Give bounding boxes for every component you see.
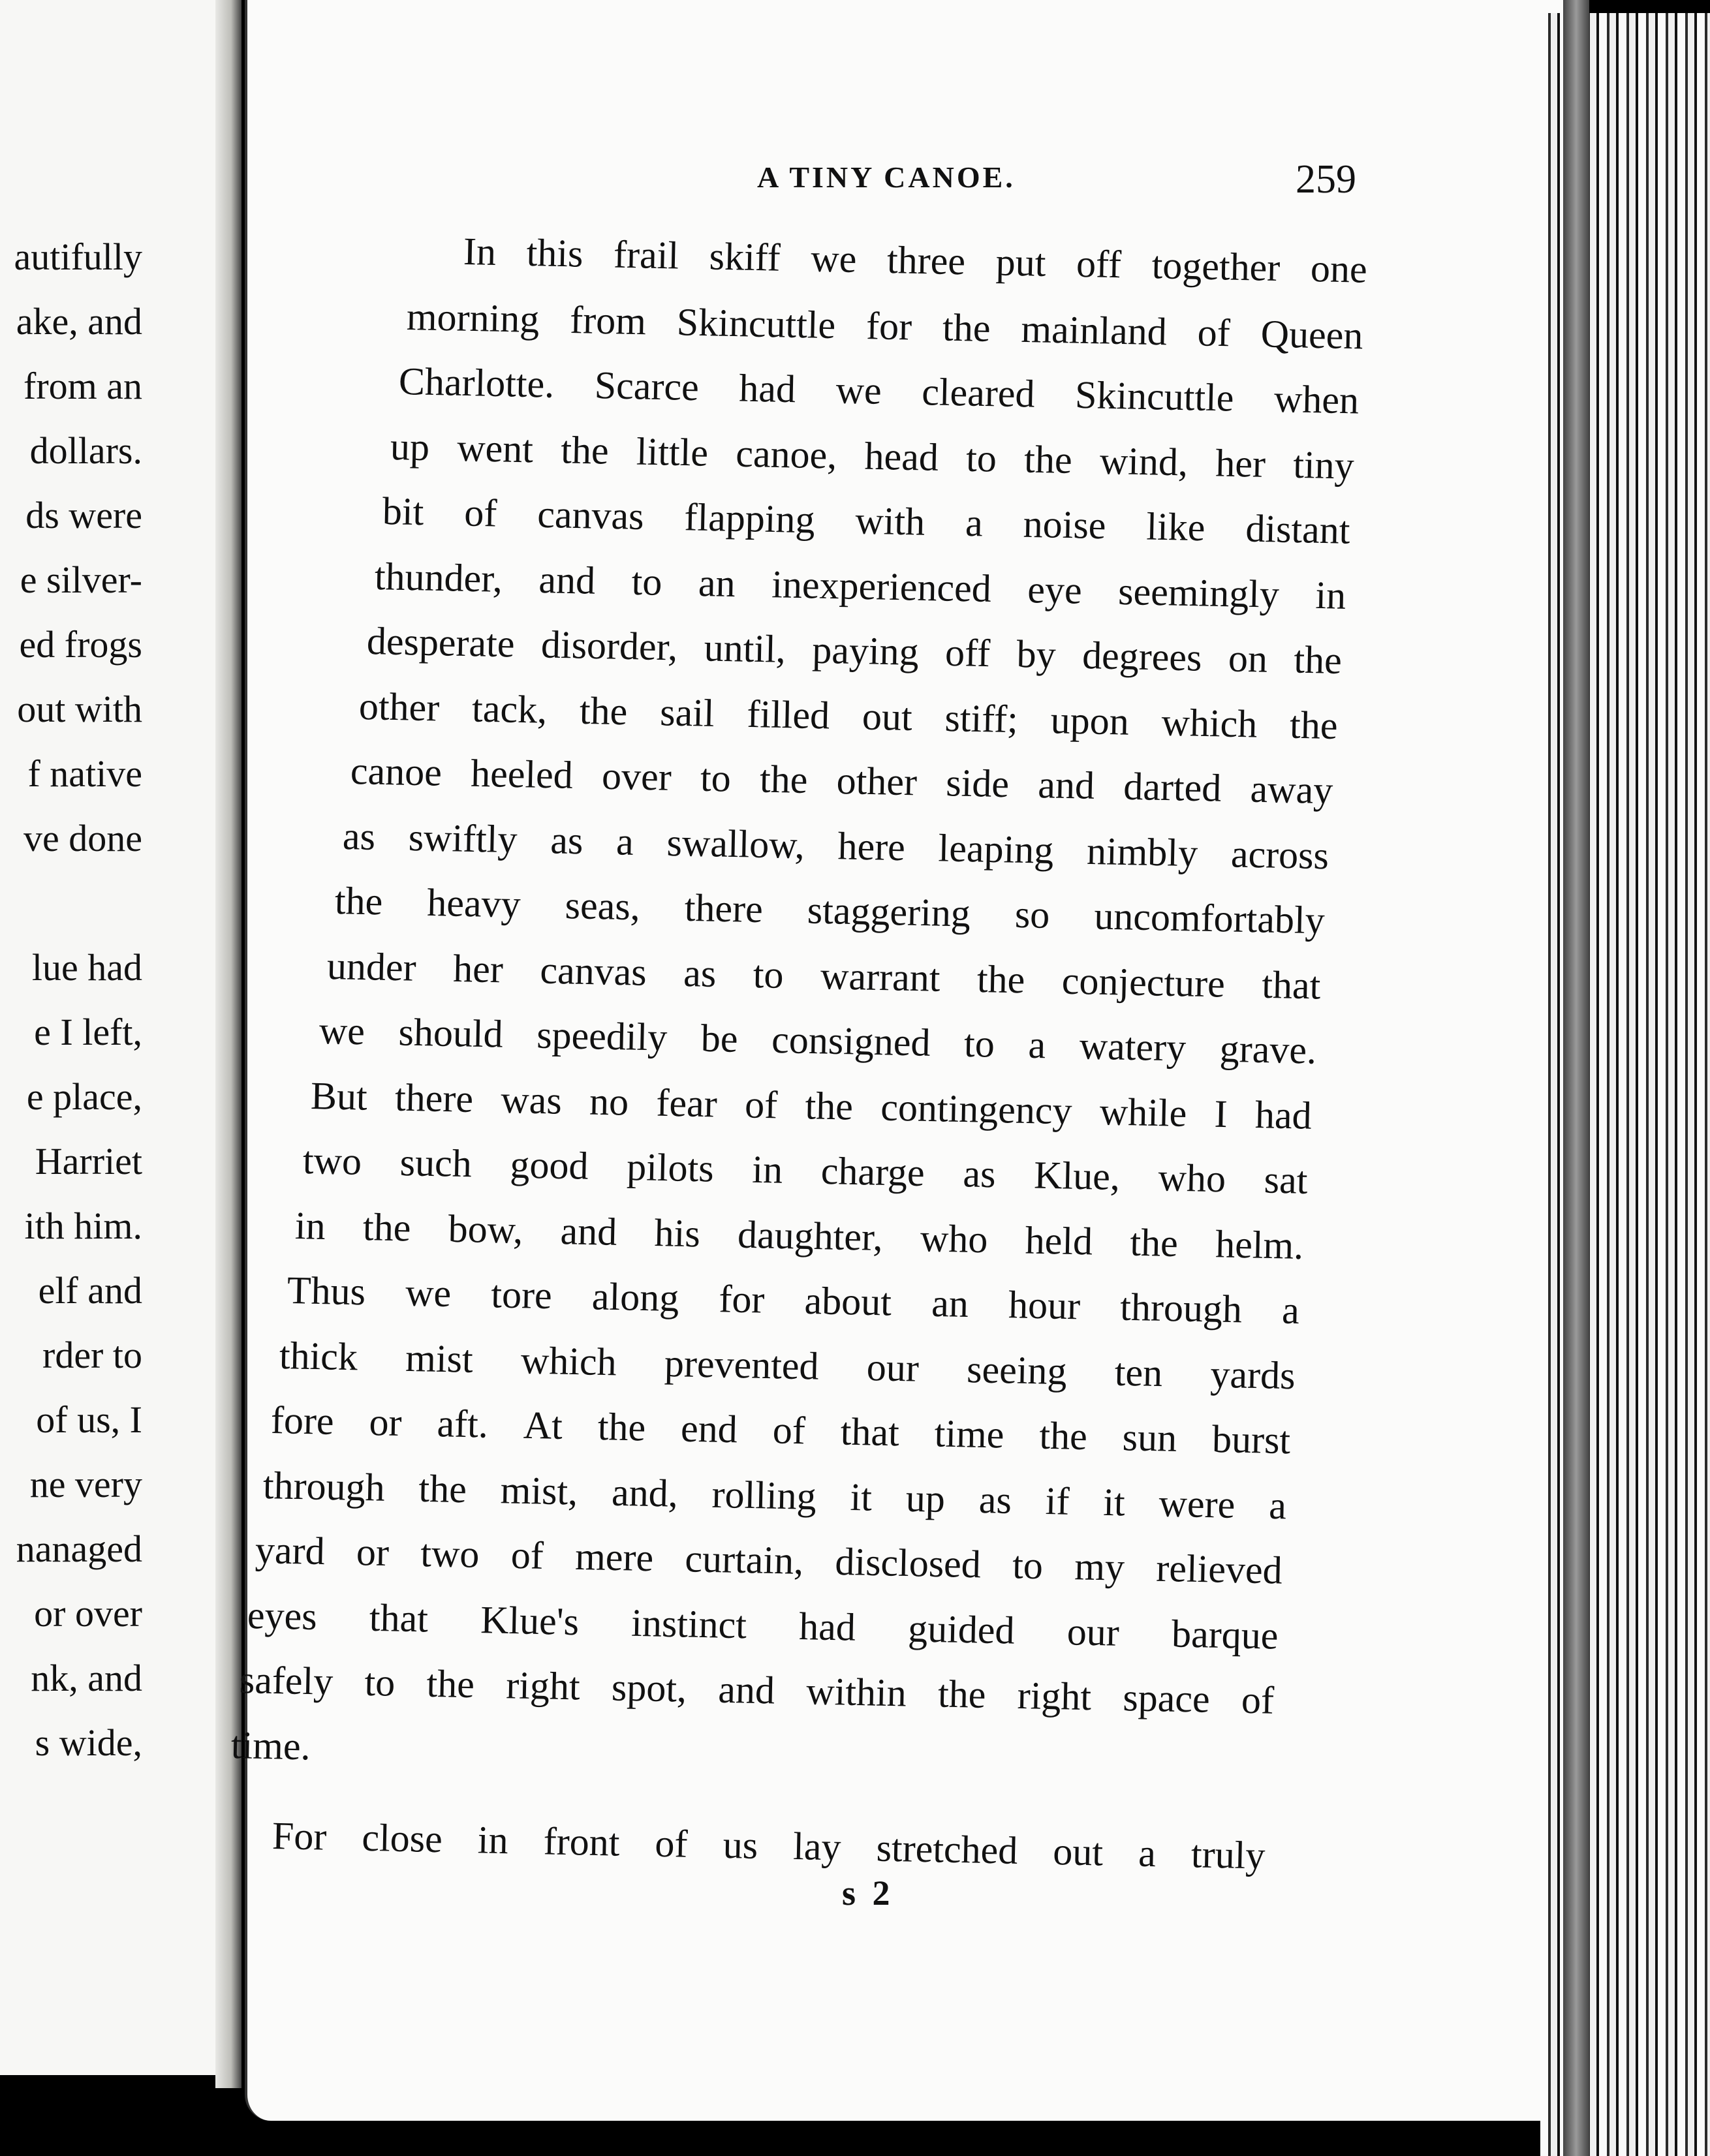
body-text-line: up went the little canoe, head to the wind, her tiny xyxy=(390,424,1355,487)
left-page-line: e I left, xyxy=(34,1011,142,1053)
body-text-line: through the mist, and, rolling it up as if it were a xyxy=(262,1463,1287,1527)
body-text-line: In this frail skiff we three put off together one xyxy=(463,230,1368,291)
body-text-line: canoe heeled over to the other side and darted away xyxy=(350,749,1334,812)
left-page-line: lue had xyxy=(31,946,142,989)
left-page-line: elf and xyxy=(38,1269,142,1312)
left-page-line: of us, I xyxy=(36,1398,142,1441)
left-page-line: ne very xyxy=(29,1463,142,1505)
body-text-line: thick mist which prevented our seeing ten yards xyxy=(278,1333,1296,1397)
body-text-line: bit of canvas flapping with a noise like distant xyxy=(382,489,1351,552)
page-edge-shadow xyxy=(1563,0,1589,2156)
left-page-line: ith him. xyxy=(24,1205,142,1247)
signature-mark: s 2 xyxy=(842,1873,894,1913)
running-head: A TINY CANOE. xyxy=(757,161,1016,194)
left-page-line: nanaged xyxy=(16,1528,142,1570)
body-text-line: time. xyxy=(230,1723,311,1768)
body-text-line: eyes that Klue's instinct had guided our barque xyxy=(247,1593,1279,1657)
body-text-line: Thus we tore along for about an hour through a xyxy=(287,1269,1300,1332)
body-text-line: as swiftly as a swallow, here leaping nimbly across xyxy=(342,814,1329,877)
body-text-line: the heavy seas, there staggering so uncomfortably xyxy=(334,879,1326,942)
left-page-line: from an xyxy=(23,365,142,407)
body-text-line: under her canvas as to warrant the conjecture that xyxy=(326,944,1321,1008)
body-text-line: safely to the right spot, and within the right space of xyxy=(238,1658,1275,1722)
page-number: 259 xyxy=(1296,157,1356,202)
body-text-line: For close in front of us lay stretched out a truly xyxy=(272,1814,1266,1877)
left-page-line: f native xyxy=(27,752,142,795)
left-page-line: ed frogs xyxy=(19,623,142,666)
body-text-line: Charlotte. Scarce had we cleared Skincuttle when xyxy=(397,360,1360,422)
left-page-line: dollars. xyxy=(29,429,142,472)
body-text-line: thunder, and to an inexperienced eye seemingly in xyxy=(374,554,1346,617)
left-page-line: out with xyxy=(17,688,142,730)
body-text-line: we should speedily be consigned to a watery grave. xyxy=(318,1009,1317,1072)
body-text-line: But there was no fear of the contingency while I had xyxy=(310,1073,1313,1137)
left-page-line: ve done xyxy=(23,817,142,859)
body-text-line: morning from Skincuttle for the mainland of Queen xyxy=(406,294,1363,357)
body-text-line: other tack, the sail filled out stiff; upon which the xyxy=(358,684,1338,747)
body-text-line: yard or two of mere curtain, disclosed to my relieved xyxy=(255,1528,1283,1592)
left-gutter xyxy=(215,0,241,2088)
body-text-line: in the bow, and his daughter, who held the helm. xyxy=(294,1203,1304,1267)
left-page-line: e silver- xyxy=(20,559,142,601)
left-page-line: rder to xyxy=(42,1334,142,1376)
left-page-line: autifully xyxy=(14,236,142,278)
left-page-line: ds were xyxy=(25,494,142,536)
left-page-line: or over xyxy=(34,1592,142,1635)
body-text-line: desperate disorder, until, paying off by degrees on the xyxy=(366,619,1343,682)
body-text-line: two such good pilots in charge as Klue, who sat xyxy=(302,1139,1309,1202)
left-page-line: nk, and xyxy=(31,1657,142,1699)
body-text-line: fore or aft. At the end of that time the sun burst xyxy=(270,1398,1292,1462)
left-page-line: ake, and xyxy=(16,300,142,343)
left-page-line: e place, xyxy=(26,1075,142,1118)
left-page-line: s wide, xyxy=(35,1721,142,1764)
left-page-line: Harriet xyxy=(35,1140,142,1182)
